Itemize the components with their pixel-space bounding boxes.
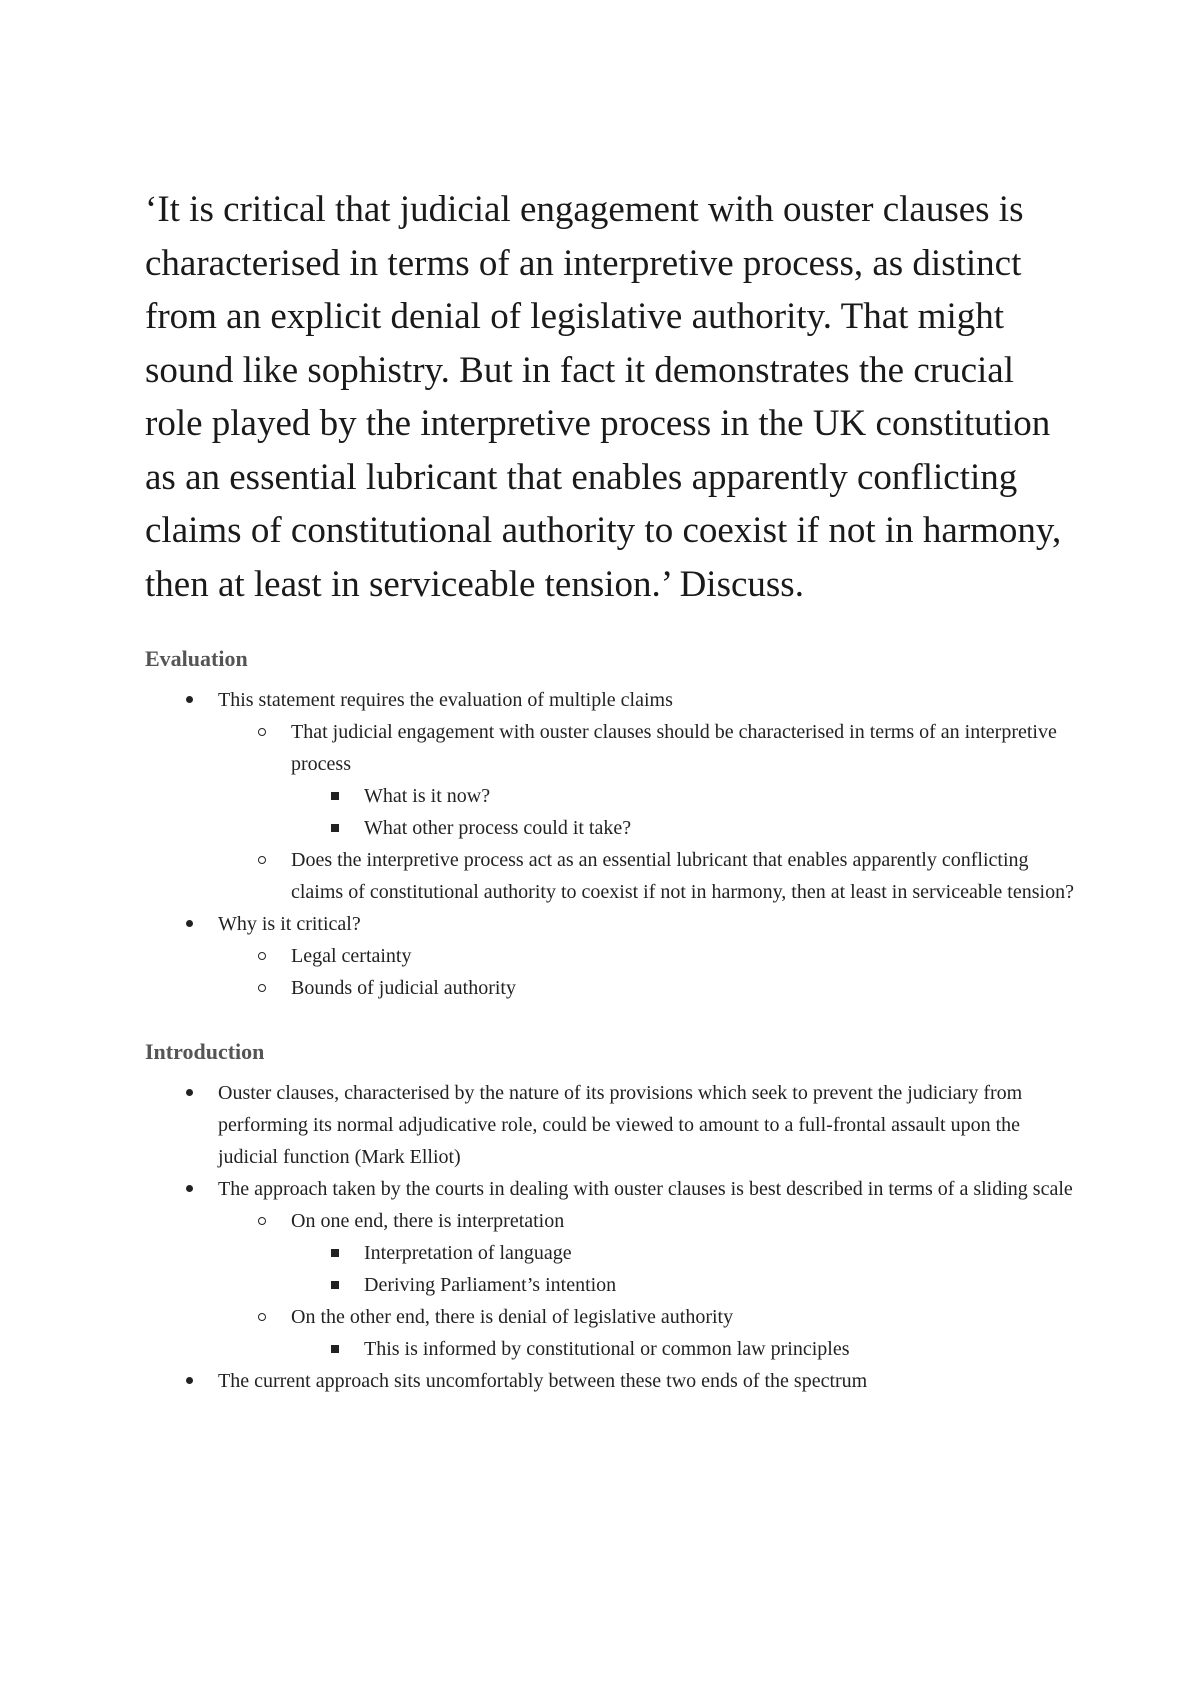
list-item: What other process could it take? <box>291 812 1075 844</box>
bullet-icon <box>177 684 201 716</box>
bullet-icon <box>177 908 201 940</box>
sub-sub-list <box>218 780 1075 844</box>
square-bullet-icon <box>323 780 347 812</box>
square-bullet-icon <box>323 812 347 844</box>
bullet-icon <box>177 1173 201 1205</box>
circle-bullet-icon <box>250 940 274 972</box>
bullet-icon <box>177 1077 201 1109</box>
sub-sub-list <box>218 1333 1075 1365</box>
list-item: Bounds of judicial authority <box>218 972 1075 1004</box>
introduction-list <box>145 1077 1075 1397</box>
list-item: This statement requires the evaluation of multiple claims That judicial engagement with ouster clauses should be characterised in terms of an interpretive process What is it now? What other process could it take? Does the interpretive process act as an essential lubricant that enables apparently conflicting claims of constitutional authority to coexist if not in harmony, then at least in serviceable tension? <box>145 684 1075 908</box>
list-item: The current approach sits uncomfortably between these two ends of the spectrum <box>145 1365 1075 1397</box>
list-item: Does the interpretive process act as an essential lubricant that enables apparently conflicting claims of constitutional authority to coexist if not in harmony, then at least in serviceable tension? <box>218 844 1075 908</box>
list-item: On one end, there is interpretation Interpretation of language Deriving Parliament’s intention <box>218 1205 1075 1301</box>
square-bullet-icon <box>323 1333 347 1365</box>
list-item: The approach taken by the courts in dealing with ouster clauses is best described in terms of a sliding scale On one end, there is interpretation Interpretation of language Deriving Parliament’s intention On the other end, there is denial of legislative authority This is informed by constitutional or common law principles <box>145 1173 1075 1365</box>
essay-question: ‘It is critical that judicial engagement with ouster clauses is characterised in terms of an interpretive process, as distinct from an explicit denial of legislative authority. That might sound like sophistry. But in fact it demonstrates the crucial role played by the interpretive process in the UK constitution as an essential lubricant that enables apparently conflicting claims of constitutional authority to coexist if not in harmony, then at least in serviceable tension.’ Discuss. <box>145 189 1062 605</box>
evaluation-list <box>145 684 1075 1004</box>
circle-bullet-icon <box>250 844 274 876</box>
bullet-icon <box>177 1365 201 1397</box>
document-page <box>145 183 1075 1397</box>
list-item: Interpretation of language <box>291 1237 1075 1269</box>
sub-list <box>145 940 1075 1004</box>
list-item: This is informed by constitutional or common law principles <box>291 1333 1075 1365</box>
introduction-heading: Introduction <box>145 1039 265 1064</box>
sub-list <box>145 716 1075 908</box>
evaluation-heading: Evaluation <box>145 646 248 671</box>
list-item: Deriving Parliament’s intention <box>291 1269 1075 1301</box>
list-item: Legal certainty <box>218 940 1075 972</box>
sub-sub-list <box>218 1237 1075 1301</box>
circle-bullet-icon <box>250 1205 274 1237</box>
list-item: That judicial engagement with ouster clauses should be characterised in terms of an interpretive process What is it now? What other process could it take? <box>218 716 1075 844</box>
list-item: What is it now? <box>291 780 1075 812</box>
circle-bullet-icon <box>250 1301 274 1333</box>
list-item: Ouster clauses, characterised by the nature of its provisions which seek to prevent the judiciary from performing its normal adjudicative role, could be viewed to amount to a full-frontal assault upon the judicial function (Mark Elliot) <box>145 1077 1075 1173</box>
square-bullet-icon <box>323 1269 347 1301</box>
square-bullet-icon <box>323 1237 347 1269</box>
list-item: On the other end, there is denial of legislative authority This is informed by constitutional or common law principles <box>218 1301 1075 1365</box>
list-item: Why is it critical? Legal certainty Bounds of judicial authority <box>145 908 1075 1004</box>
circle-bullet-icon <box>250 972 274 1004</box>
circle-bullet-icon <box>250 716 274 748</box>
sub-list <box>145 1205 1075 1365</box>
